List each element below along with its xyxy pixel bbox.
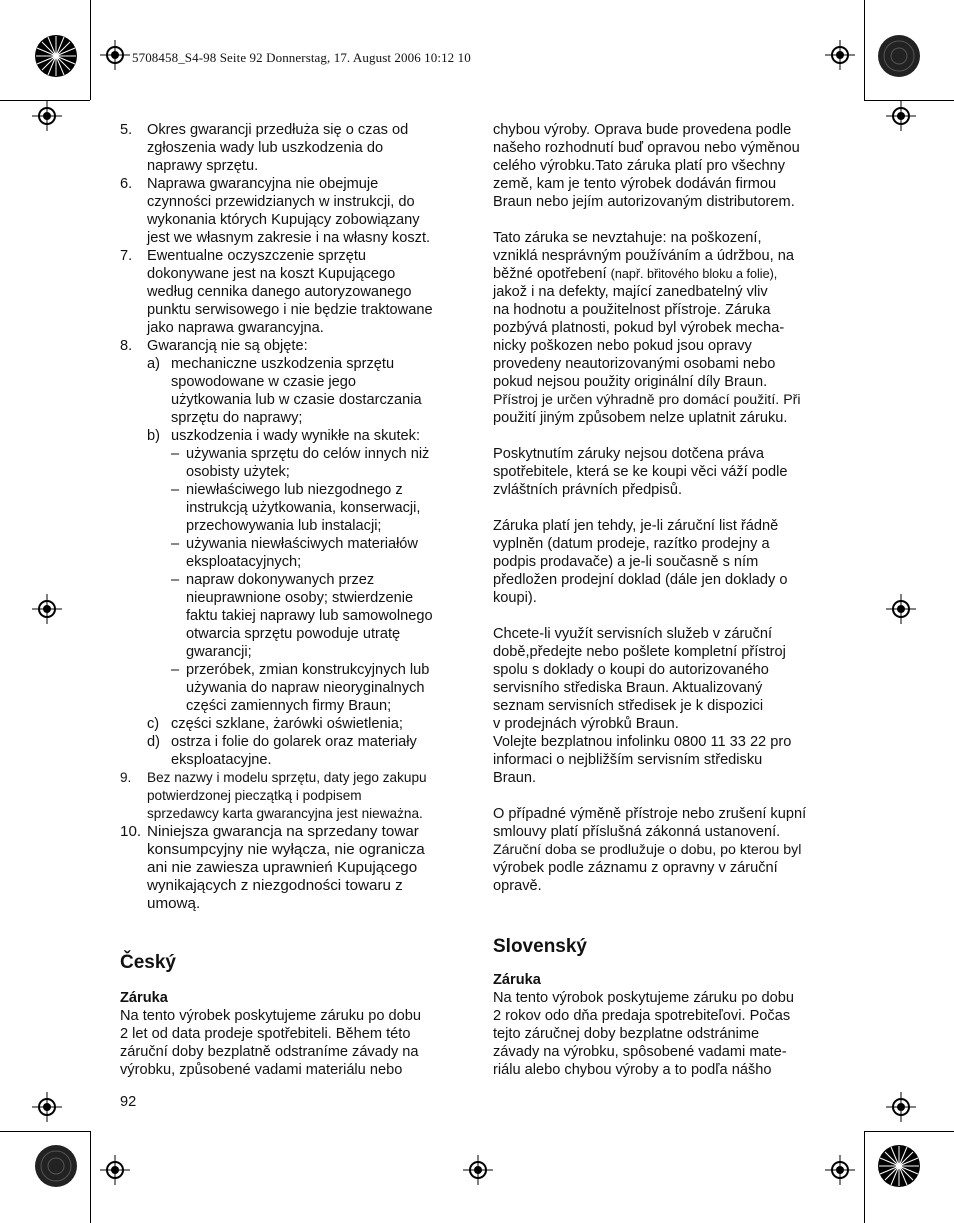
text-line: sprzętu do naprawy; (171, 410, 303, 426)
text-line: koupi). (493, 590, 537, 606)
registration-mark-icon (886, 594, 916, 624)
item-text (171, 715, 470, 733)
text-line: výrobek podle záznamu z opravny v záruční (493, 860, 778, 876)
sub-item-letter: d) (147, 734, 160, 750)
text-line: według cennika danego autoryzowanego (147, 284, 412, 300)
registration-mark-icon (32, 101, 62, 131)
item-text (171, 355, 470, 427)
text-line: wynikających z niezgodności towaru z (147, 877, 403, 894)
list-item (120, 823, 470, 913)
text-line (493, 265, 838, 283)
sub-item (147, 715, 470, 733)
text-line: gwarancji; (186, 644, 252, 660)
print-info-header: 5708458_S4-98 Seite 92 Donnerstag, 17. August 2006 10:12 10 (132, 50, 471, 65)
text-line: instrukcją użytkowania, konserwacji, (186, 500, 421, 516)
czech-paragraph (493, 517, 838, 607)
text-line: v prodejnách výrobků Braun. (493, 716, 679, 732)
text-line: Braun nebo jejím autorizovaným distributorem. (493, 194, 795, 210)
text-line: Tato záruka se nevztahuje: na poškození, (493, 230, 762, 246)
text-line: Bez nazwy i modelu sprzętu, daty jego zakupu (147, 770, 427, 785)
registration-mark-icon (825, 1155, 855, 1185)
item-text (186, 535, 470, 571)
item-text (186, 571, 470, 661)
item-text (147, 247, 470, 337)
text-span-small: (např. břitového bloku a folie), (610, 267, 778, 281)
dash-bullet: – (171, 482, 180, 498)
registration-mark-icon (463, 1155, 493, 1185)
sub-item (147, 355, 470, 427)
text-line: używania niewłaściwych materiałów (186, 536, 418, 552)
list-item (120, 121, 470, 175)
item-number: 8. (120, 338, 133, 354)
text-line: przechowywania lub instalacji; (186, 518, 382, 534)
starburst-mark-icon (34, 34, 78, 78)
czech-paragraph (493, 229, 838, 427)
text-line: Gwarancją nie są objęte: (147, 338, 308, 354)
text-line: spolu s doklady o koupi do autorizovaného (493, 662, 769, 678)
text-line: podpis prodavače) a je-li současně s ním (493, 554, 759, 570)
crop-line (864, 1131, 865, 1223)
text-line: době,předejte nebo pošlete kompletní přístroj (493, 644, 786, 660)
text-line: smlouvy platí příslušná zákonná ustanovení. (493, 824, 781, 840)
list-item (120, 175, 470, 247)
text-line: Na tento výrobek poskytujeme záruku po dobu (120, 1008, 421, 1024)
text-line: jest we własnym zakresie i na własny koszt. (147, 230, 431, 246)
text-line: nicky poškozen nebo pokud jsou opravy (493, 338, 752, 354)
text-line: użytkowania lub w czasie dostarczania (171, 392, 422, 408)
text-line: pozbývá platnosti, pokud byl výrobek mecha- (493, 320, 785, 336)
sub-item-letter: a) (147, 356, 160, 372)
sub-item (147, 733, 470, 769)
starburst-mark-icon (877, 34, 921, 78)
text-line: Niniejsza gwarancja na sprzedany towar (147, 823, 419, 840)
item-number: 9. (120, 770, 132, 785)
text-line: wykonania których Kupujący zobowiązany (147, 212, 420, 228)
text-line: informaci o nejbližším servisním středisku (493, 752, 763, 768)
text-line: Poskytnutím záruky nejsou dotčena práva (493, 446, 764, 462)
text-line: eksploatacyjnych; (186, 554, 302, 570)
text-line: riálu alebo chybou výroby a to podľa nášho (493, 1062, 772, 1078)
czech-paragraph (493, 805, 838, 895)
sub-item-letter: b) (147, 428, 160, 444)
dash-bullet: – (171, 536, 180, 552)
text-line: potwierdzonej pieczątką i podpisem (147, 788, 362, 803)
czech-paragraph (493, 121, 838, 211)
text-line: zvláštních právních předpisů. (493, 482, 683, 498)
dash-item (171, 535, 470, 571)
slovak-heading: Slovenský (493, 936, 587, 957)
item-text (147, 823, 470, 913)
text-line: napraw dokonywanych przez (186, 572, 375, 588)
item-text (147, 337, 470, 355)
dash-bullet: – (171, 446, 180, 462)
text-line: Braun. (493, 770, 536, 786)
text-line: země, kam je tento výrobek dodáván firmou (493, 176, 777, 192)
text-line: O případné výměně přístroje nebo zrušení kupní (493, 806, 807, 822)
left-column (120, 121, 470, 1079)
dash-bullet: – (171, 572, 180, 588)
starburst-mark-icon (877, 1144, 921, 1188)
text-line: předložen prodejní doklad (dále jen doklady o (493, 572, 788, 588)
text-line: niewłaściwego lub niezgodnego z (186, 482, 403, 498)
sub-item (147, 427, 470, 445)
text-line: otwarcia sprzętu powoduje utratę (186, 626, 401, 642)
text-line: opravě. (493, 878, 542, 894)
text-line: ani nie zawiesza uprawnień Kupującego (147, 859, 418, 876)
text-line: našeho rozhodnutí buď opravou nebo výměnou (493, 140, 800, 156)
item-number: 10. (120, 823, 142, 840)
text-line: nieuprawnione osoby; stwierdzenie (186, 590, 414, 606)
list-item (120, 337, 470, 355)
text-line: naprawy sprzętu. (147, 158, 259, 174)
item-text (186, 481, 470, 535)
text-line: závady na výrobku, spôsobené vadami mate- (493, 1044, 787, 1060)
item-number: 7. (120, 248, 133, 264)
text-line: Volejte bezplatnou infolinku 0800 11 33 22 pro (493, 734, 792, 750)
text-line: Chcete-li využít servisních služeb v záruční (493, 626, 773, 642)
list-item (120, 247, 470, 337)
text-line: jako naprawa gwarancyjna. (147, 320, 324, 336)
czech-subheading: Záruka (120, 990, 168, 1006)
text-line: na hodnotu a použitelnost přístroje. Záruka (493, 302, 771, 318)
text-line: Naprawa gwarancyjna nie obejmuje (147, 176, 379, 192)
item-text (171, 427, 470, 445)
text-line: Na tento výrobok poskytujeme záruku po dobu (493, 990, 794, 1006)
text-line: przeróbek, zmian konstrukcyjnych lub (186, 662, 430, 678)
text-line: sprzedawcy karta gwarancyjna jest nieważna. (147, 806, 423, 821)
text-line: osobisty użytek; (186, 464, 290, 480)
text-line: servisního střediska Braun. Aktualizovaný (493, 680, 763, 696)
text-line: vzniklá nesprávným používáním a údržbou, na (493, 248, 794, 264)
text-span: běžné opotřebení (493, 266, 611, 282)
text-line: jakož i na defekty, mající zanedbatelný vliv (493, 284, 768, 300)
registration-mark-icon (825, 40, 855, 70)
text-line: spotřebitele, která se ke koupi věci váží podle (493, 464, 788, 480)
text-line: výrobku, způsobené vadami materiálu nebo (120, 1062, 403, 1078)
starburst-mark-icon (34, 1144, 78, 1188)
text-line: dokonywane jest na koszt Kupującego (147, 266, 396, 282)
text-line: części szklane, żarówki oświetlenia; (171, 716, 403, 732)
text-line: Okres gwarancji przedłuża się o czas od (147, 122, 409, 138)
text-line: tejto záručnej doby bezplatne odstránime (493, 1026, 760, 1042)
text-line: uszkodzenia i wady wynikłe na skutek: (171, 428, 421, 444)
item-number: 6. (120, 176, 133, 192)
text-line: używania sprzętu do celów innych niż (186, 446, 430, 462)
text-line: używania do napraw nieoryginalnych (186, 680, 425, 696)
text-line: chybou výroby. Oprava bude provedena podle (493, 122, 792, 138)
slovak-subheading: Záruka (493, 972, 541, 988)
text-line: eksploatacyjne. (171, 752, 272, 768)
item-text (147, 769, 470, 823)
text-line: zgłoszenia wady lub uszkodzenia do (147, 140, 384, 156)
text-line: Přístroj je určen výhradně pro domácí použití. Při (493, 392, 801, 408)
crop-line (0, 1131, 90, 1132)
text-line: punktu serwisowego i nie będzie traktowane (147, 302, 433, 318)
text-line: faktu takiej naprawy lub samowolnego (186, 608, 433, 624)
text-line: seznam servisních středisek je k dispozici (493, 698, 764, 714)
list-item (120, 769, 470, 823)
item-text (186, 661, 470, 715)
text-line: celého výrobku.Tato záruka platí pro všechny (493, 158, 786, 174)
dash-bullet: – (171, 662, 180, 678)
czech-paragraph (493, 625, 838, 787)
dash-item (171, 571, 470, 661)
item-number: 5. (120, 122, 133, 138)
text-line: spowodowane w czasie jego (171, 374, 356, 390)
crop-line (90, 0, 91, 100)
item-text (147, 121, 470, 175)
text-line: 2 rokov odo dňa predaja spotrebiteľovi. Počas (493, 1008, 791, 1024)
registration-mark-icon (32, 1092, 62, 1122)
text-line: czynności przewidzianych w instrukcji, do (147, 194, 415, 210)
text-line: Záruční doba se prodlužuje o dobu, po kterou byl (493, 842, 802, 858)
text-line: vyplněn (datum prodeje, razítko prodejny a (493, 536, 770, 552)
right-column (493, 121, 838, 1079)
text-line: pokud nejsou použity originální díly Braun. (493, 374, 768, 390)
text-line: Záruka platí jen tehdy, je-li záruční list řádně (493, 518, 779, 534)
crop-line (90, 1131, 91, 1223)
text-line: konsumpcyjny nie wyłącza, nie ogranicza (147, 841, 425, 858)
text-line: použití jiným způsobem nelze uplatnit záruku. (493, 410, 788, 426)
crop-line (864, 1131, 954, 1132)
item-text (171, 733, 470, 769)
item-text (186, 445, 470, 481)
text-line: provedeny neautorizovanými osobami nebo (493, 356, 776, 372)
item-text (147, 175, 470, 247)
registration-mark-icon (886, 1092, 916, 1122)
text-line: 2 let od data prodeje spotřebiteli. Během této (120, 1026, 411, 1042)
text-line: części zamiennych firmy Braun; (186, 698, 392, 714)
page-number: 92 (120, 1094, 137, 1110)
registration-mark-icon (886, 101, 916, 131)
crop-line (864, 0, 865, 100)
sub-item-letter: c) (147, 716, 160, 732)
dash-item (171, 661, 470, 715)
czech-heading: Český (120, 952, 176, 973)
registration-mark-icon (100, 1155, 130, 1185)
registration-mark-icon (100, 40, 130, 70)
dash-item (171, 481, 470, 535)
text-line: záruční doby bezplatně odstraníme závady na (120, 1044, 419, 1060)
text-line: mechaniczne uszkodzenia sprzętu (171, 356, 395, 372)
registration-mark-icon (32, 594, 62, 624)
dash-item (171, 445, 470, 481)
text-line: Ewentualne oczyszczenie sprzętu (147, 248, 367, 264)
czech-paragraph (493, 445, 838, 499)
text-line: umową. (147, 895, 201, 912)
text-line: ostrza i folie do golarek oraz materiały (171, 734, 417, 750)
